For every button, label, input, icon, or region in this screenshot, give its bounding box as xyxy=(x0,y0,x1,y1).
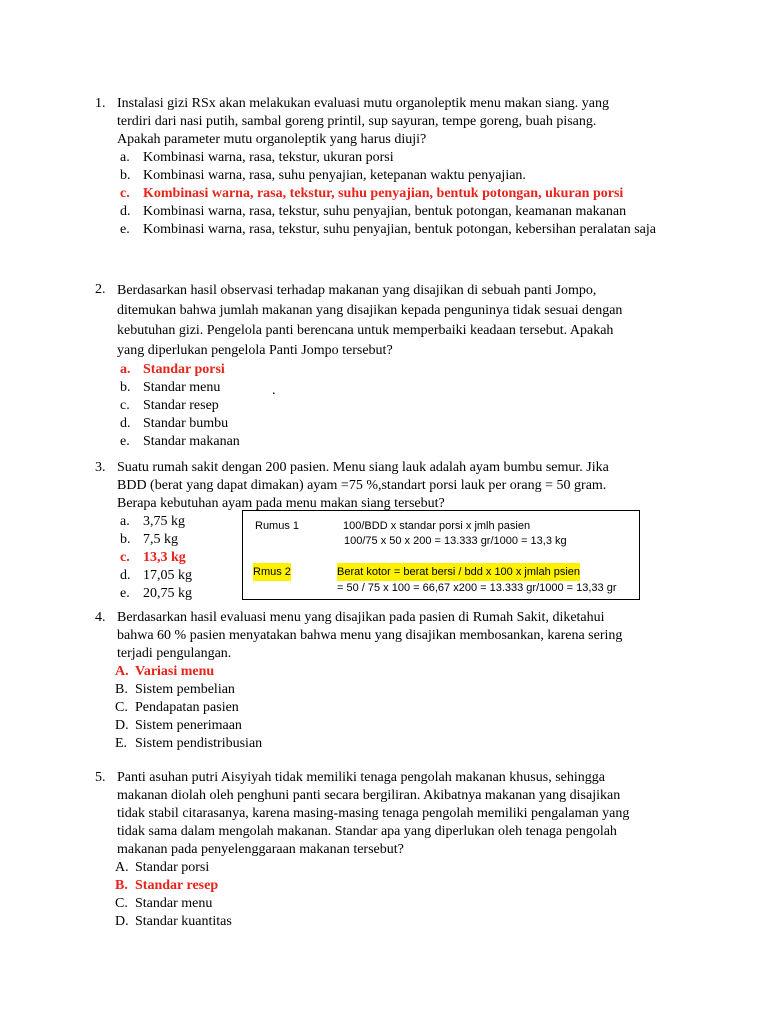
option-label: b. xyxy=(120,168,131,183)
option-text: Standar resep xyxy=(143,398,219,413)
option-e xyxy=(95,735,685,753)
option-a-correct-answer xyxy=(95,663,685,681)
option-text: Sistem pembelian xyxy=(135,682,235,697)
option-label: b. xyxy=(120,380,131,395)
rumus1-calculation: 100/75 x 50 x 200 = 13.333 gr/1000 = 13,3 kg xyxy=(344,535,567,547)
question-text: Berdasarkan hasil evaluasi menu yang disajikan pada pasien di Rumah Sakit, diketahui bahwa 60 % pasien menyatakan bahwa menu yang disajikan membosankan, karena sering terjadi pengulangan. xyxy=(117,610,623,661)
option-list xyxy=(95,361,685,451)
option-b xyxy=(95,167,685,185)
question-5 xyxy=(95,769,685,931)
option-label: E. xyxy=(115,736,128,751)
option-text: Standar menu xyxy=(143,380,221,395)
option-d xyxy=(95,717,685,735)
option-list xyxy=(95,149,685,239)
option-d xyxy=(95,913,685,931)
option-text: 7,5 kg xyxy=(143,532,178,547)
option-text: Standar resep xyxy=(135,878,219,893)
option-label: c. xyxy=(120,398,130,413)
option-label: d. xyxy=(120,568,131,583)
question-text: Berdasarkan hasil observasi terhadap makanan yang disajikan di sebuah panti Jompo, ditemukan bahwa jumlah makanan yang disajikan kepada penguninya tidak sesuai dengan kebutuhan gizi. Pengelola panti berencana untuk memperbaiki keadaan tersebut. Apakah yang diperlukan pengelola Panti Jompo tersebut? xyxy=(117,283,623,358)
option-label: a. xyxy=(120,514,130,529)
question-number: 4. xyxy=(95,610,106,625)
option-text: Standar makanan xyxy=(143,434,240,449)
option-text: Standar kuantitas xyxy=(135,914,232,929)
option-text: Standar bumbu xyxy=(143,416,229,431)
option-list xyxy=(95,859,685,931)
option-label: A. xyxy=(115,664,129,679)
option-label: c. xyxy=(120,550,130,565)
option-text: Kombinasi warna, rasa, tekstur, suhu penyajian, bentuk potongan, ukuran porsi xyxy=(143,186,624,201)
option-text: Kombinasi warna, rasa, tekstur, suhu penyajian, bentuk potongan, keamanan makanan xyxy=(143,204,627,219)
option-label: a. xyxy=(120,150,130,165)
option-e xyxy=(95,433,685,451)
rumus2-formula: Berat kotor = berat bersi / bdd x 100 x jmlah psien xyxy=(337,563,580,581)
option-text: Pendapatan pasien xyxy=(135,700,239,715)
option-d xyxy=(95,415,685,433)
option-text: Sistem pendistribusian xyxy=(135,736,263,751)
option-text: Standar porsi xyxy=(143,362,225,377)
option-label: a. xyxy=(120,362,131,377)
option-label: d. xyxy=(120,204,131,219)
question-2 xyxy=(95,281,685,451)
option-text: Kombinasi warna, rasa, tekstur, suhu penyajian, bentuk potongan, kebersihan peralatan saja xyxy=(143,222,657,237)
question-text: Instalasi gizi RSx akan melakukan evaluasi mutu organoleptik menu makan siang. yang terdiri dari nasi putih, sambal goreng printil, sup sayuran, tempe goreng, buah pisang. Apakah parameter mutu organoleptik yang harus diuji? xyxy=(117,96,609,147)
option-c xyxy=(95,699,685,717)
option-c xyxy=(95,397,685,415)
question-text: Suatu rumah sakit dengan 200 pasien. Menu siang lauk adalah ayam bumbu semur. Jika BDD (berat yang dapat dimakan) ayam =75 %,standart porsi lauk per orang = 50 gram. Berapa kebutuhan ayam pada menu makan siang tersebut? xyxy=(117,460,609,511)
stray-mark: . xyxy=(272,383,276,398)
option-label: e. xyxy=(120,222,130,237)
question-number: 2. xyxy=(95,282,106,297)
option-d xyxy=(95,203,685,221)
rumus2-label: Rmus 2 xyxy=(253,563,291,581)
option-text: Kombinasi warna, rasa, tekstur, ukuran porsi xyxy=(143,150,394,165)
option-label: e. xyxy=(120,586,130,601)
option-label: C. xyxy=(115,700,128,715)
question-number: 3. xyxy=(95,460,106,475)
option-a xyxy=(95,859,685,877)
rumus1-label: Rumus 1 xyxy=(255,520,300,532)
option-label: B. xyxy=(115,682,128,697)
option-c-correct-answer xyxy=(95,185,685,203)
question-text: Panti asuhan putri Aisyiyah tidak memiliki tenaga pengolah makanan khusus, sehingga makanan diolah oleh penghuni panti secara bergiliran. Akibatnya makanan yang disajikan tidak stabil citarasanya, karena masing-masing tenaga pengolah memiliki pengalaman yang tidak sama dalam mengolah makanan. Standar apa yang diperlukan oleh tenaga pengolah makanan pada penyelenggaraan makanan tersebut? xyxy=(117,770,630,857)
option-text: Variasi menu xyxy=(135,664,215,679)
option-text: 3,75 kg xyxy=(143,514,185,529)
option-text: Sistem penerimaan xyxy=(135,718,242,733)
option-list xyxy=(95,663,685,753)
option-label: e. xyxy=(120,434,130,449)
option-b xyxy=(95,681,685,699)
option-b-correct-answer xyxy=(95,877,685,895)
question-1 xyxy=(95,95,685,239)
option-b xyxy=(95,379,685,397)
option-label: D. xyxy=(115,914,129,929)
option-text: Kombinasi warna, rasa, suhu penyajian, ketepanan waktu penyajian. xyxy=(143,168,526,183)
option-label: D. xyxy=(115,718,129,733)
option-a-correct-answer xyxy=(95,361,685,379)
option-text: 17,05 kg xyxy=(143,568,192,583)
option-label: b. xyxy=(120,532,131,547)
option-a xyxy=(95,149,685,167)
option-text: Standar menu xyxy=(135,896,213,911)
option-label: c. xyxy=(120,186,130,201)
question-number: 5. xyxy=(95,770,106,785)
option-text: Standar porsi xyxy=(135,860,210,875)
option-label: A. xyxy=(115,860,129,875)
option-text: 13,3 kg xyxy=(143,550,186,565)
rumus2-calculation: = 50 / 75 x 100 = 66,67 x200 = 13.333 gr/1000 = 13,33 gr xyxy=(337,582,617,594)
option-label: C. xyxy=(115,896,128,911)
option-label: B. xyxy=(115,878,128,893)
formula-box xyxy=(242,510,640,600)
option-label: d. xyxy=(120,416,131,431)
rumus1-formula: 100/BDD x standar porsi x jmlh pasien xyxy=(343,520,531,532)
option-e xyxy=(95,221,685,239)
question-number: 1. xyxy=(95,96,106,111)
option-c xyxy=(95,895,685,913)
question-4 xyxy=(95,609,685,753)
option-text: 20,75 kg xyxy=(143,586,192,601)
